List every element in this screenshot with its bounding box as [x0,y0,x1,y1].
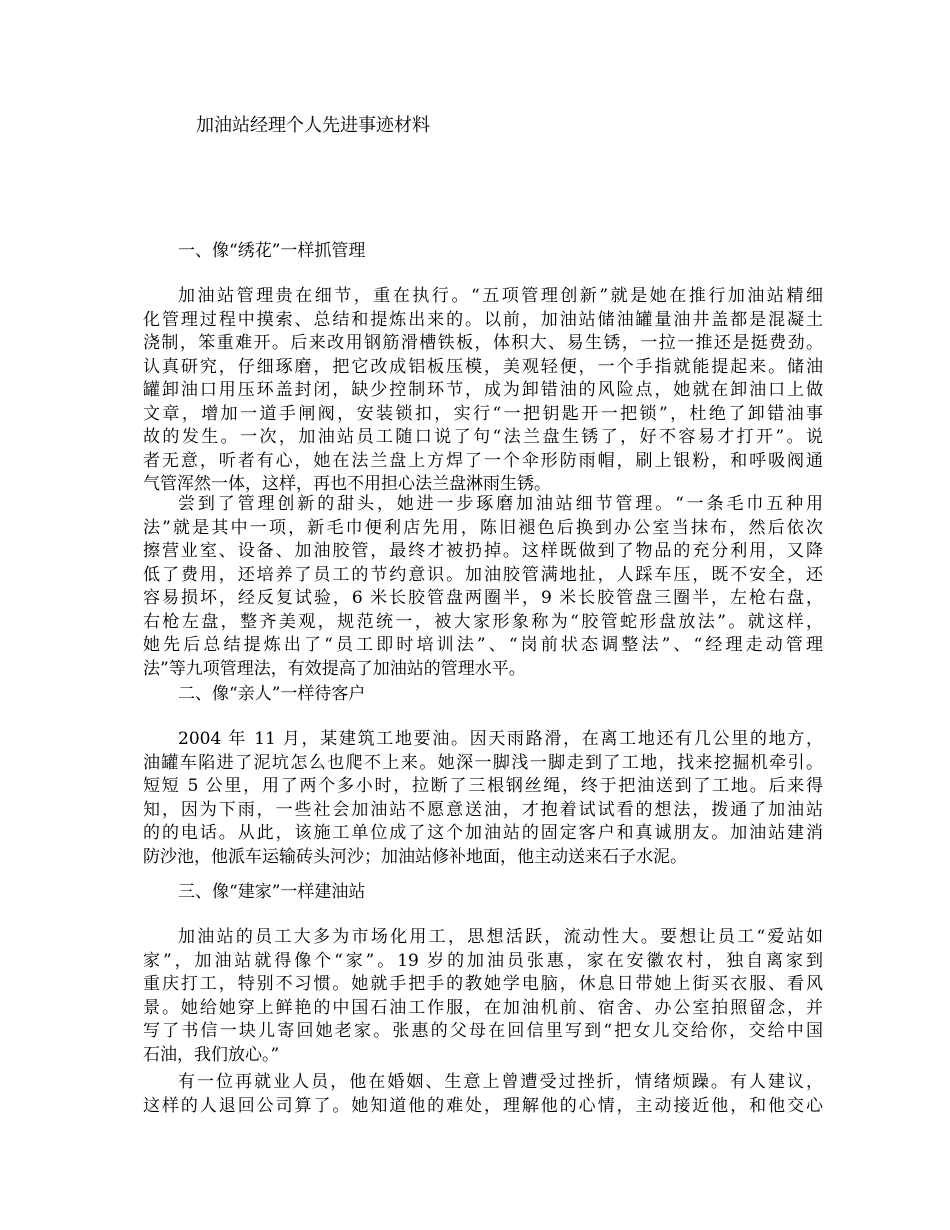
text-line: 容易损坏，经反复试验，6 米长胶管盘两圈半，9 米长胶管盘三圈半，左枪右盘， [143,588,823,608]
text-line: 浇制，笨重难开。后来改用钢筋滑槽铁板，体积大、易生锈，一拉一推还是挺费劲。 [143,333,823,353]
paragraph-3-2 [143,1071,823,1118]
text-line: 这样的人退回公司算了。她知道他的难处，理解他的心情，主动接近他，和他交心 [143,1095,823,1116]
text-line: 加油站的员工大多为市场化用工，思想活跃，流动性大。要想让员工“爱站如 [178,927,823,947]
text-line: 有一位再就业人员，他在婚姻、生意上曾遭受过挫折，情绪烦躁。有人建议， [178,1072,823,1092]
text-line: 文章，增加一道手闸阀，安装锁扣，实行“一把钥匙开一把锁”，杜绝了卸错油事 [143,403,823,424]
text-line: 认真研究，仔细琢磨，把它改成铝板压模，美观轻便，一个手指就能提起来。储油 [143,356,823,377]
text-line: 2004 年 11 月，某建筑工地要油。因天雨路滑，在离工地还有几公里的地方， [178,729,823,749]
paragraph-1-2 [143,493,823,681]
text-line: 低了费用，还培养了员工的节约意识。加油胶管满地扯，人踩车压，既不安全，还 [143,564,823,585]
text-line: 防沙池，他派车运输砖头河沙；加油站修补地面，他主动送来石子水泥。 [143,846,687,867]
paragraph-1-1 [143,285,823,497]
text-line: 右枪左盘，整齐美观，规范统一，被大家形象称为“胶管蛇形盘放法”。就这样， [143,611,823,632]
document-title: 加油站经理个人先进事迹材料 [196,115,430,136]
text-line: 短短 5 公里，用了两个多小时，拉断了三根钢丝绳，终于把油送到了工地。后来得 [143,776,823,796]
section-heading-3: 三、像“建家”一样建油站 [178,882,366,902]
text-line: 的的电话。从此，该施工单位成了这个加油站的固定客户和真诚朋友。加油站建消 [143,823,823,843]
text-line: 者无意，听者有心，她在法兰盘上方焊了一个伞形防雨帽，刷上银粉，和呼吸阀通 [143,450,823,471]
text-line: 加油站管理贵在细节，重在执行。“五项管理创新”就是她在推行加油站精细 [178,286,823,306]
text-line: 景。她给她穿上鲜艳的中国石油工作服，在加油机前、宿舍、办公室拍照留念，并 [143,997,823,1018]
text-line: 石油，我们放心。” [143,1044,280,1065]
text-line: 重庆打工，特别不习惯。她就手把手的教她学电脑，休息日带她上街买衣服、看风 [143,974,823,994]
section-heading-1: 一、像“绣花”一样抓管理 [178,241,366,261]
text-line: 罐卸油口用压环盖封闭，缺少控制环节，成为卸错油的风险点，她就在卸油口上做 [143,380,823,400]
text-line: 故的发生。一次，加油站员工随口说了句“法兰盘生锈了，好不容易才打开”。说 [143,427,823,447]
text-line: 尝到了管理创新的甜头，她进一步琢磨加油站细节管理。“一条毛巾五种用 [178,494,823,514]
text-line: 她先后总结提炼出了“员工即时培训法”、“岗前状态调整法”、“经理走动管理 [143,635,824,655]
section-heading-2: 二、像“亲人”一样待客户 [178,684,366,704]
text-line: 气管浑然一体，这样，再也不用担心法兰盘淋雨生锈。 [143,474,551,494]
text-line: 法”等九项管理法，有效提高了加油站的管理水平。 [143,658,526,679]
text-line: 家”，加油站就得像个“家”。19 岁的加油员张惠，家在安徽农村，独自离家到 [143,950,823,971]
text-line: 知，因为下雨，一些社会加油站不愿意送油，才抱着试试看的想法，拨通了加油站 [143,799,823,820]
paragraph-2-1 [143,728,823,869]
text-line: 油罐车陷进了泥坑怎么也爬不上来。她深一脚浅一脚走到了工地，找来挖掘机牵引。 [143,752,823,773]
text-line: 写了书信一块儿寄回她老家。张惠的父母在回信里写到“把女儿交给你，交给中国 [143,1021,823,1041]
text-line: 擦营业室、设备、加油胶管，最终才被扔掉。这样既做到了物品的充分利用，又降 [143,541,823,561]
text-line: 化管理过程中摸索、总结和提炼出来的。以前，加油站储油罐量油井盖都是混凝土 [143,309,823,330]
paragraph-3-1 [143,926,823,1067]
text-line: 法”就是其中一项，新毛巾便利店先用，陈旧褪色后换到办公室当抹布，然后依次 [143,517,823,538]
